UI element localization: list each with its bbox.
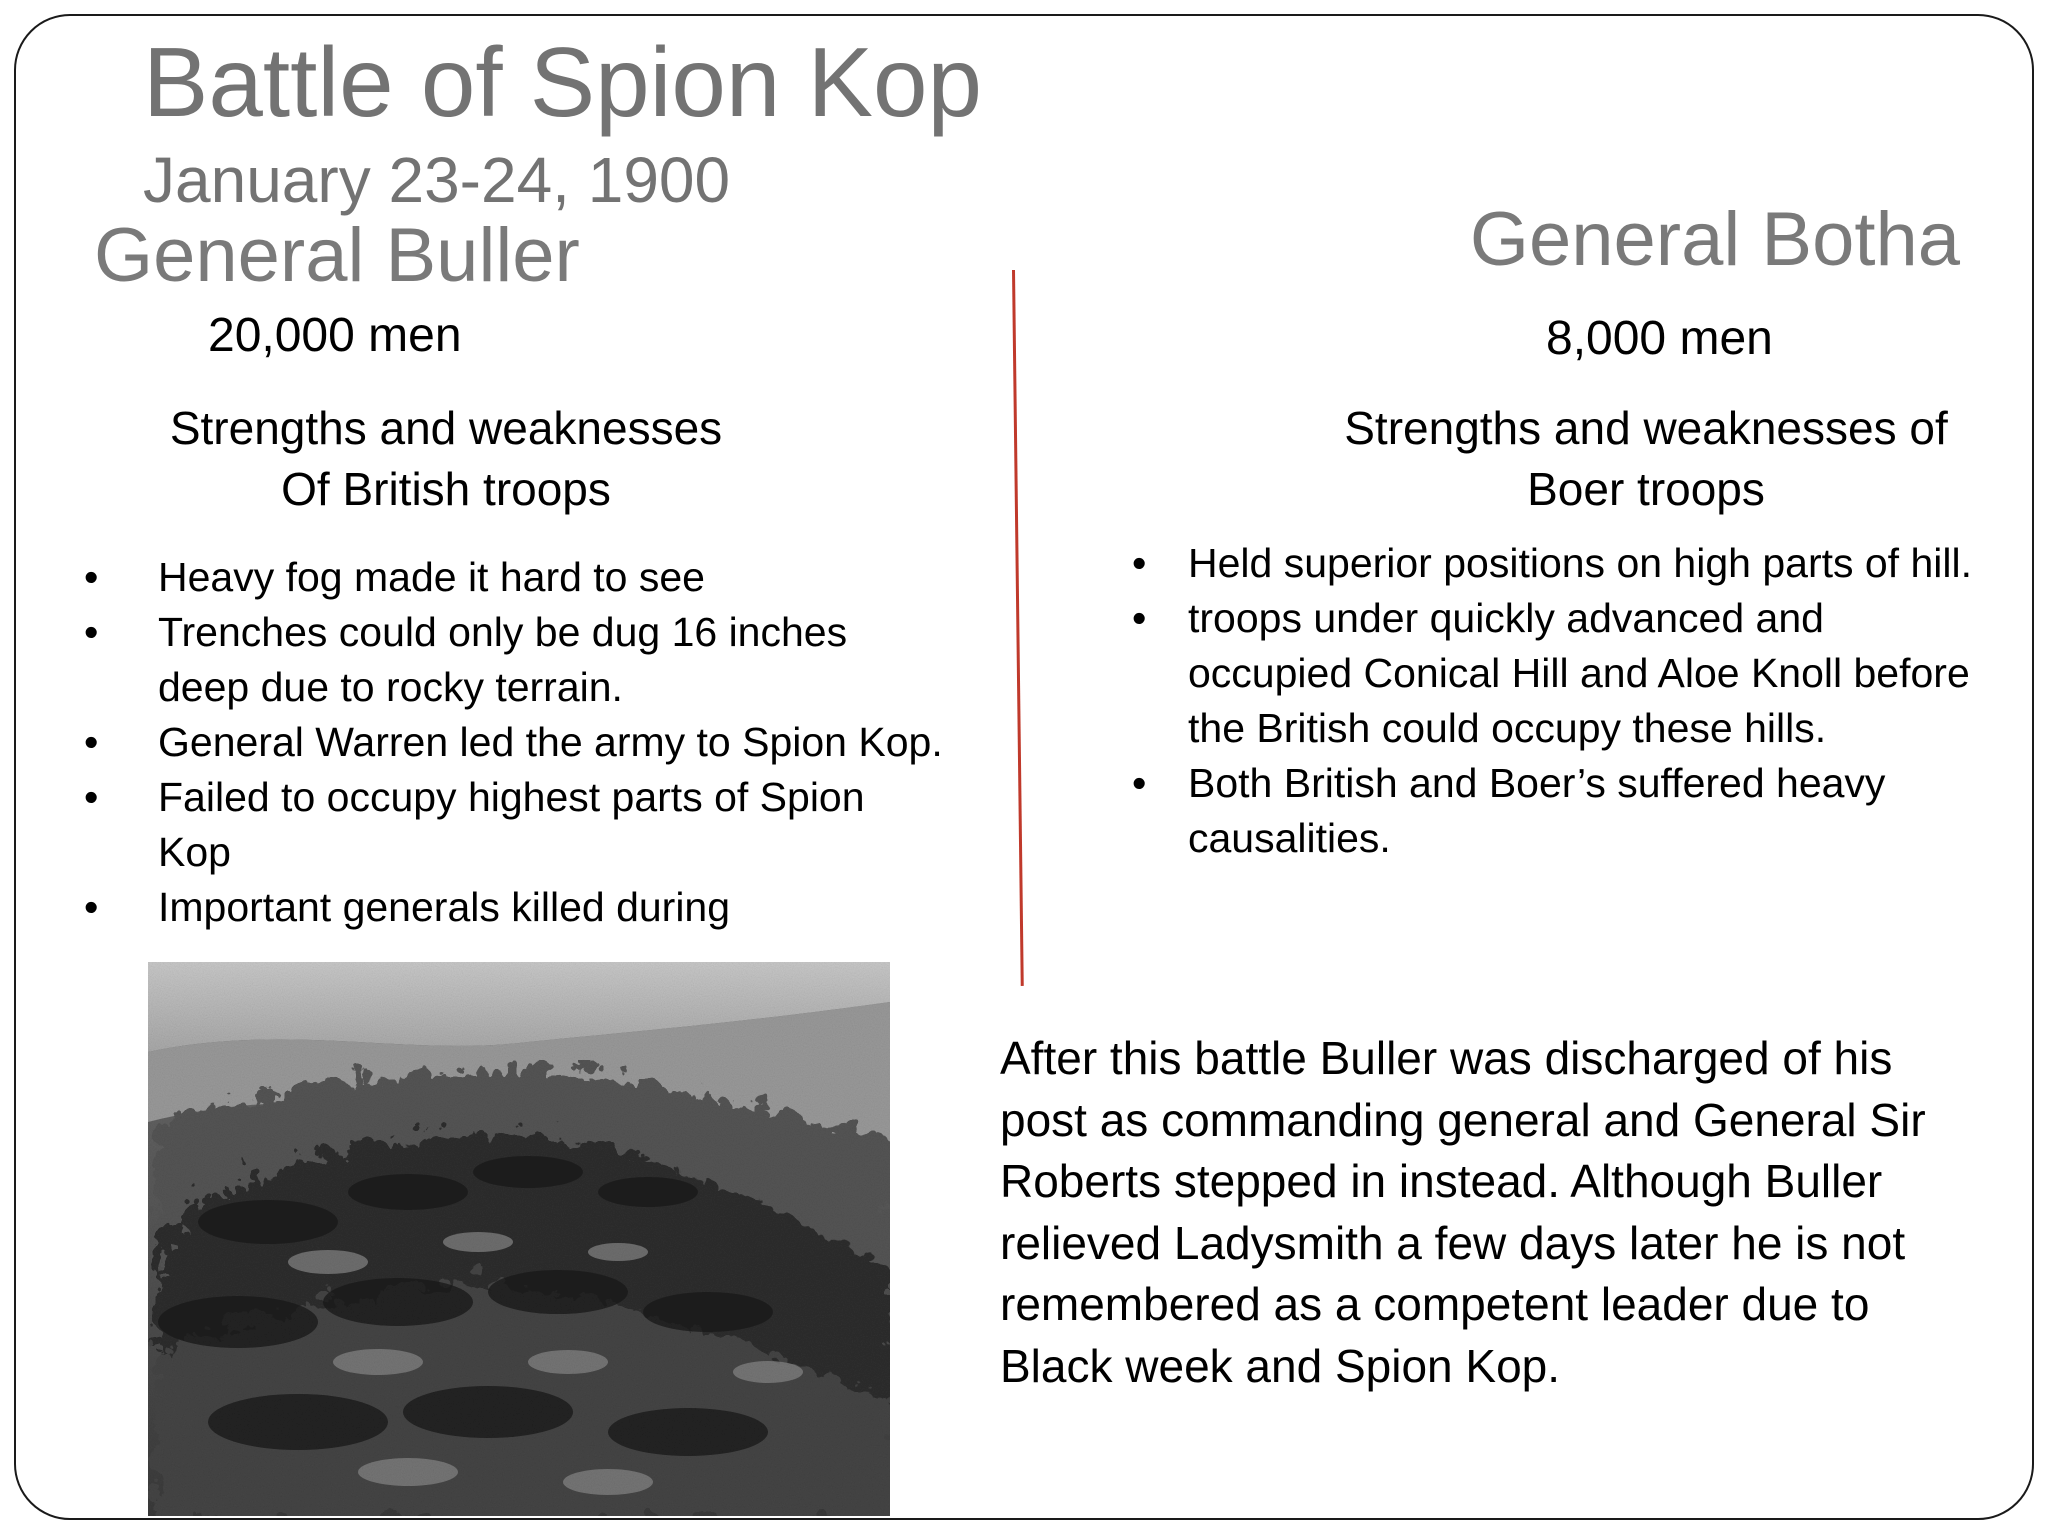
british-strengths-heading [116, 398, 776, 520]
bullet-icon: • [84, 719, 99, 765]
slide-title: Battle of Spion Kop [143, 27, 983, 137]
list-item: • Both British and Boer’s suffered heavy causalities. [1122, 756, 1992, 866]
battlefield-photo-icon [148, 962, 890, 1516]
bullet-icon: • [84, 554, 99, 600]
slide-subtitle: January 23-24, 1900 [143, 144, 731, 216]
list-item: • General Warren led the army to Spion Kop. [74, 715, 944, 770]
bullet-icon: • [84, 774, 99, 820]
conclusion-paragraph: After this battle Buller was discharged of his post as commanding general and General Sir Roberts stepped in instead. Although Buller relieved Ladysmith a few days later he is not remembered as a competent leader due to Black week and Spion Kop. [1000, 1032, 1926, 1392]
british-bullet-list [74, 550, 944, 935]
list-item: • Heavy fog made it hard to see [74, 550, 944, 605]
list-item: • Held superior positions on high parts of hill. [1122, 536, 1992, 591]
botha-troop-count: 8,000 men [1546, 312, 1773, 365]
bullet-icon: • [84, 609, 99, 655]
boer-bullet-list [1122, 536, 1992, 866]
buller-heading: General Buller [94, 213, 580, 298]
boer-strengths-line1: Strengths and weaknesses of [1344, 402, 1948, 454]
bullet-icon: • [1132, 595, 1147, 641]
buller-troop-count: 20,000 men [208, 309, 462, 362]
british-strengths-line1: Strengths and weaknesses [169, 402, 723, 454]
battlefield-photo-graphic [148, 962, 890, 1516]
list-item: • troops under quickly advanced and occupied Conical Hill and Aloe Knoll before the British could occupy these hills. [1122, 591, 1992, 756]
botha-heading: General Botha [1469, 197, 1960, 282]
boer-strengths-line2: Boer troops [1527, 463, 1765, 516]
slide [14, 14, 2034, 1520]
british-strengths-line2: Of British troops [281, 463, 611, 516]
bullet-icon: • [1132, 540, 1147, 586]
bullet-icon: • [1132, 760, 1147, 806]
boer-strengths-heading [1296, 398, 1996, 520]
list-item: • Important generals killed during [74, 880, 944, 935]
list-item: • Trenches could only be dug 16 inches deep due to rocky terrain. [74, 605, 944, 715]
list-item: • Failed to occupy highest parts of Spion Kop [74, 770, 944, 880]
column-divider [1012, 270, 1024, 986]
bullet-icon: • [84, 884, 99, 930]
